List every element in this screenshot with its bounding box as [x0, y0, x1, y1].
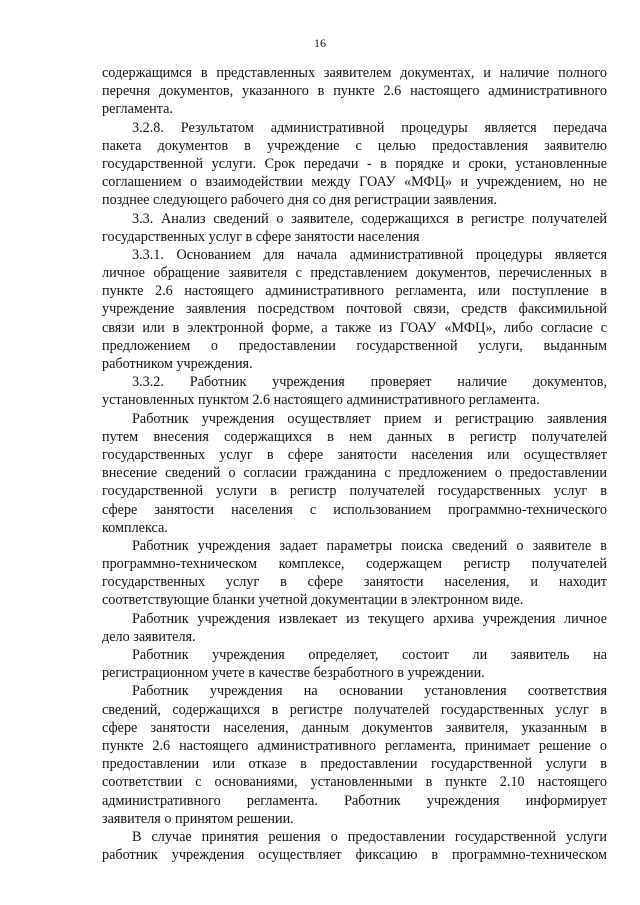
text-line: регистрационном учете в качестве безработного в учреждении. — [102, 665, 485, 682]
text-line: государственных услуг в сфере занятости населения, и находит — [102, 574, 607, 591]
text-line: дело заявителя. — [102, 628, 196, 645]
text-line: перечня документов, указанного в пункте 2.6 настоящего административного — [102, 83, 607, 100]
document-body — [102, 64, 607, 864]
text-line: 3.2.8. Результатом административной процедуры является передача — [132, 119, 607, 136]
text-line: сведений, содержащихся в регистре получателей государственных услуг в — [102, 701, 607, 718]
text-line: связи или в электронной форме, а также из ГОАУ «МФЦ», либо согласие с — [102, 319, 607, 336]
text-line: пункте 2.6 настоящего административного регламента, или поступление в — [102, 283, 607, 300]
text-line: административного регламента. Работник учреждения информирует — [102, 792, 607, 809]
text-line: Работник учреждения определяет, состоит ли заявитель на — [132, 647, 607, 663]
text-line: программно-техническом комплексе, содержащем регистр получателей — [102, 556, 607, 573]
text-line: личное обращение заявителя с представлением документов, перечисленных в — [102, 265, 607, 282]
text-line: путем внесения содержащихся в нем данных в регистр получателей — [102, 428, 607, 445]
text-line: Работник учреждения осуществляет прием и регистрацию заявления — [132, 410, 607, 427]
text-line: регламента. — [102, 101, 173, 118]
text-line: позднее следующего рабочего дня со дня регистрации заявления. — [102, 192, 498, 209]
text-line: предложением о предоставлении государственной услуги, выданным — [102, 337, 607, 354]
text-line: В случае принятия решения о предоставлении государственной услуги — [132, 828, 607, 845]
text-line: заявителя о принятом решении. — [102, 810, 294, 827]
text-line: соответствии с основаниями, установленными в пункте 2.10 настоящего — [102, 774, 607, 791]
text-line: работником учреждения. — [102, 356, 253, 372]
text-line: работник учреждения осуществляет фиксацию в программно-техническом — [102, 847, 607, 864]
text-line: пункте 2.6 настоящего административного регламента, принимает решение о — [102, 737, 607, 754]
text-line: комплекса. — [102, 519, 168, 536]
text-line: пакета документов в учреждение с целью предоставления заявителю — [102, 137, 607, 154]
text-line: соответствующие бланки учетной документации в электронном виде. — [102, 592, 524, 609]
text-line: 3.3.1. Основанием для начала административной процедуры является — [132, 246, 607, 263]
text-line: сфере занятости населения, данным документов заявителя, указанным в — [102, 719, 607, 736]
text-line: внесение сведений о согласии гражданина с предложением о предоставлении — [102, 465, 607, 482]
text-line: 3.3. Анализ сведений о заявителе, содержащихся в регистре получателей — [132, 210, 607, 227]
page-number: 16 — [314, 36, 326, 50]
text-line: государственных услуг в сфере занятости населения — [102, 228, 420, 245]
text-line: Работник учреждения на основании установления соответствия — [132, 683, 607, 700]
text-line: государственной услуги. Срок передачи - в порядке и сроки, установленные — [102, 155, 607, 172]
text-line: соглашением о взаимодействии между ГОАУ «МФЦ» и учреждением, но не — [102, 174, 607, 191]
text-line: государственных услуг в сфере занятости населения или осуществляет — [102, 446, 607, 463]
text-line: установленных пунктом 2.6 настоящего административного регламента. — [102, 392, 540, 409]
text-line: предоставлении или отказе в предоставлении государственной услуги в — [102, 756, 607, 773]
text-line: Работник учреждения извлекает из текущего архива учреждения личное — [132, 610, 607, 627]
text-line: Работник учреждения задает параметры поиска сведений о заявителе в — [132, 537, 607, 554]
text-line: сфере занятости населения с использованием программно-технического — [102, 501, 607, 518]
text-line: государственной услуги в регистр получателей государственных услуг в — [102, 483, 607, 500]
text-line: 3.3.2. Работник учреждения проверяет наличие документов, — [132, 374, 607, 391]
text-line: содержащимся в представленных заявителем документах, и наличие полного — [102, 65, 607, 81]
text-line: учреждение заявления посредством почтовой связи, средств факсимильной — [102, 301, 607, 318]
